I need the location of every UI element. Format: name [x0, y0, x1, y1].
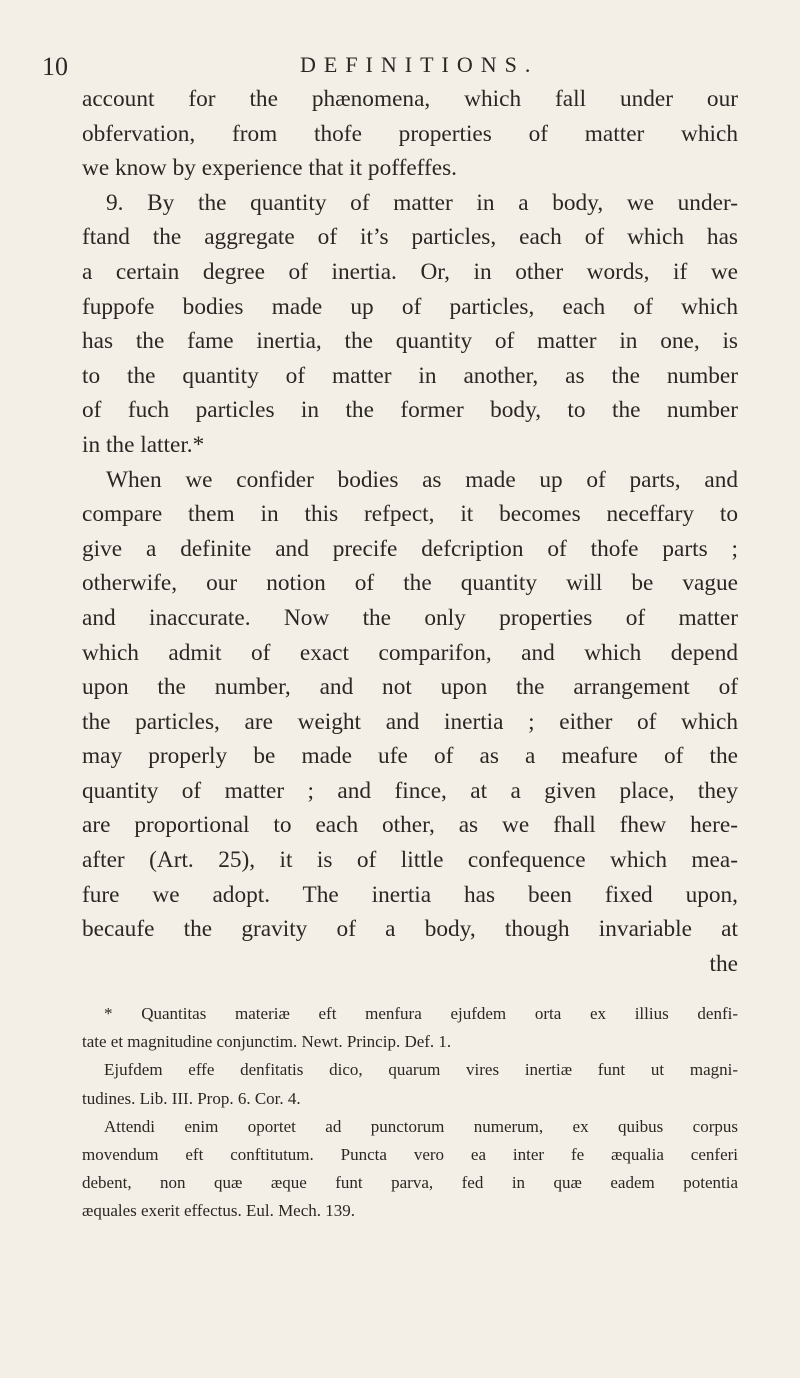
- footnote-line: * Quantitas materiæ eft menfura ejufdem orta ex illius denfi-: [104, 1004, 738, 1023]
- footnote-line: tate et magnitudine conjunctim. Newt. Princip. Def. 1.: [82, 1032, 452, 1052]
- text-line: to the quantity of matter in another, as the number: [82, 362, 738, 389]
- text-line: compare them in this refpect, it becomes neceffary to: [82, 501, 738, 528]
- footnote-line: movendum eft conftitutum. Puncta vero ea inter fe æqualia cenferi: [82, 1145, 738, 1165]
- text-line: upon the number, and not upon the arrangement of: [82, 674, 738, 701]
- text-line: fure we adopt. The inertia has been fixed upon,: [82, 881, 738, 908]
- text-line: otherwife, our notion of the quantity will be vague: [82, 570, 738, 597]
- text-line: are proportional to each other, as we fhall fhew here-: [82, 812, 738, 839]
- text-line: give a definite and precife defcription of thofe parts ;: [82, 535, 738, 562]
- text-line: in the latter.*: [82, 431, 205, 458]
- text-line: obfervation, from thofe properties of matter which: [82, 120, 738, 147]
- footnotes: [82, 1000, 738, 1226]
- text-line: account for the phænomena, which fall under our: [82, 86, 738, 112]
- body-text: [82, 82, 738, 981]
- text-line: of fuch particles in the former body, to the number: [82, 397, 738, 424]
- text-line: a certain degree of inertia. Or, in other words, if we: [82, 258, 738, 285]
- text-line: we know by experience that it poffeffes.: [82, 155, 457, 182]
- footnote-line: æquales exerit effectus. Eul. Mech. 139.: [82, 1201, 356, 1221]
- text-line: ftand the aggregate of it’s particles, each of which has: [82, 224, 738, 251]
- footnote-line: debent, non quæ æque funt parva, fed in quæ eadem potentia: [82, 1173, 738, 1193]
- running-title: DEFINITIONS.: [300, 52, 539, 77]
- text-line: the particles, are weight and inertia ; either of which: [82, 708, 738, 735]
- text-line: fuppofe bodies made up of particles, each of which: [82, 293, 738, 320]
- footnote-line: Attendi enim oportet ad punctorum numerum, ex quibus corpus: [104, 1116, 738, 1136]
- text-line: When we confider bodies as made up of parts, and: [106, 466, 738, 493]
- footnote-line: tudines. Lib. III. Prop. 6. Cor. 4.: [82, 1088, 301, 1108]
- text-line: and inaccurate. Now the only properties of matter: [82, 604, 738, 631]
- page-number: 10: [42, 52, 68, 81]
- text-line: which admit of exact comparifon, and which depend: [82, 639, 738, 666]
- text-line: quantity of matter ; and fince, at a given place, they: [82, 777, 738, 804]
- text-line: after (Art. 25), it is of little confequence which mea-: [82, 847, 738, 874]
- footnote-line: Ejufdem effe denfitatis dico, quarum vires inertiæ funt ut magni-: [104, 1060, 738, 1080]
- catchword: the: [709, 950, 738, 977]
- text-line: becaufe the gravity of a body, though invariable at: [82, 916, 738, 943]
- text-line: 9. By the quantity of matter in a body, we under-: [106, 189, 738, 216]
- text-line: may properly be made ufe of as a meafure of the: [82, 743, 738, 770]
- text-line: has the fame inertia, the quantity of matter in one, is: [82, 328, 738, 355]
